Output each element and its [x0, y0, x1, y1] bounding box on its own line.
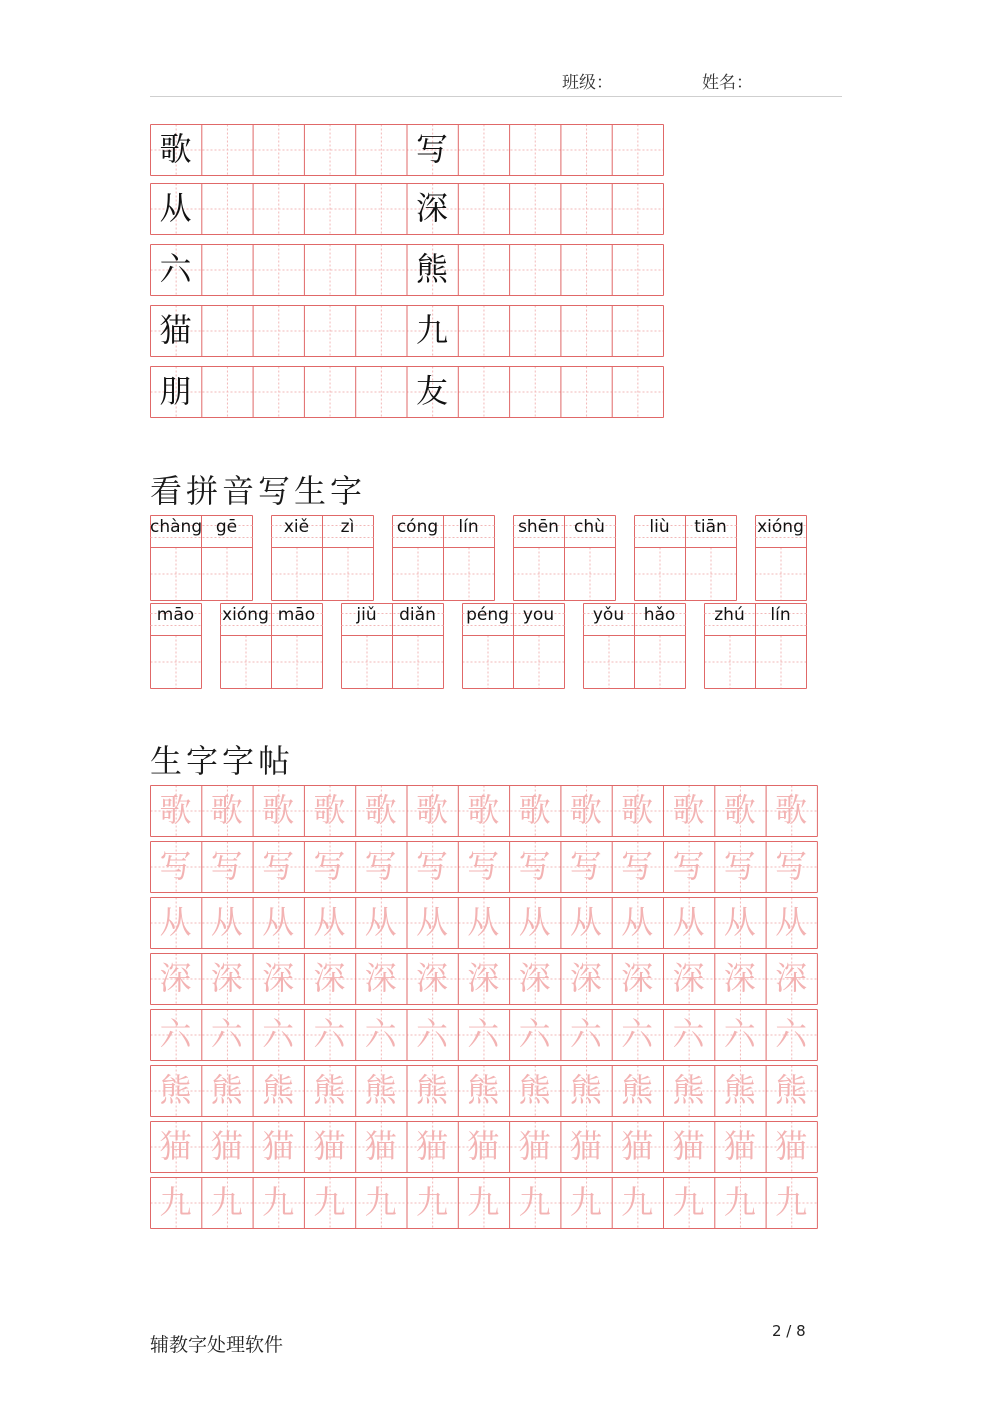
pinyin-writing-area	[150, 515, 810, 695]
model-character: 熊	[415, 250, 448, 288]
trace-character: 从	[621, 903, 654, 941]
trace-character: 九	[467, 1183, 500, 1221]
practice-row	[150, 244, 663, 295]
pinyin-syllable: māo	[156, 605, 195, 625]
practice-row	[150, 183, 663, 234]
trace-character: 猫	[672, 1127, 705, 1165]
trace-character: 六	[364, 1015, 397, 1053]
trace-character: 深	[775, 959, 808, 997]
trace-character: 猫	[518, 1127, 551, 1165]
model-character: 猫	[159, 311, 192, 349]
trace-character: 熊	[467, 1071, 500, 1109]
trace-character: 九	[159, 1183, 192, 1221]
pinyin-word-group	[220, 603, 324, 687]
trace-character: 写	[672, 847, 705, 885]
pinyin-section-title: 看拼音写生字	[150, 472, 367, 510]
trace-character: 六	[210, 1015, 243, 1053]
pinyin-syllable: zhú	[714, 605, 745, 625]
pinyin-word-group	[634, 515, 738, 599]
model-character: 深	[415, 189, 448, 227]
trace-character: 九	[262, 1183, 295, 1221]
class-label: 班级：	[562, 73, 613, 93]
trace-character: 六	[621, 1015, 654, 1053]
trace-character: 深	[569, 959, 602, 997]
trace-character: 从	[313, 903, 346, 941]
model-character: 写	[415, 130, 448, 168]
pinyin-syllable: zì	[340, 517, 355, 537]
pinyin-word-group	[392, 515, 496, 599]
tracing-row	[150, 1065, 817, 1116]
pinyin-syllable: xióng	[222, 605, 269, 625]
page-header	[150, 64, 842, 97]
trace-character: 深	[621, 959, 654, 997]
trace-character: 熊	[775, 1071, 808, 1109]
tracing-row	[150, 953, 817, 1004]
trace-character: 从	[364, 903, 397, 941]
trace-character: 猫	[262, 1127, 295, 1165]
trace-character: 六	[415, 1015, 448, 1053]
trace-character: 写	[621, 847, 654, 885]
pinyin-syllable: diǎn	[399, 605, 436, 625]
footer-software-name: 辅教字处理软件	[150, 1334, 284, 1356]
trace-character: 猫	[159, 1127, 192, 1165]
trace-character: 从	[210, 903, 243, 941]
pinyin-word-group	[271, 515, 375, 599]
trace-character: 从	[672, 903, 705, 941]
trace-character: 从	[415, 903, 448, 941]
trace-character: 写	[364, 847, 397, 885]
tracing-row	[150, 897, 817, 948]
trace-character: 歌	[723, 791, 756, 829]
trace-character: 从	[723, 903, 756, 941]
trace-character: 写	[467, 847, 500, 885]
trace-character: 写	[262, 847, 295, 885]
trace-character: 六	[262, 1015, 295, 1053]
trace-character: 熊	[415, 1071, 448, 1109]
pinyin-syllable: hǎo	[643, 605, 676, 625]
trace-character: 六	[518, 1015, 551, 1053]
trace-character: 歌	[569, 791, 602, 829]
trace-character: 歌	[467, 791, 500, 829]
trace-character: 深	[313, 959, 346, 997]
trace-character: 熊	[159, 1071, 192, 1109]
trace-character: 猫	[364, 1127, 397, 1165]
pinyin-syllable: jiǔ	[356, 605, 377, 625]
trace-character: 从	[518, 903, 551, 941]
trace-character: 从	[262, 903, 295, 941]
trace-character: 猫	[621, 1127, 654, 1165]
trace-character: 六	[569, 1015, 602, 1053]
trace-character: 熊	[723, 1071, 756, 1109]
trace-character: 六	[672, 1015, 705, 1053]
pinyin-syllable: chàng	[150, 517, 203, 537]
pinyin-syllable: péng	[466, 605, 509, 625]
trace-character: 熊	[364, 1071, 397, 1109]
trace-character: 写	[775, 847, 808, 885]
copybook-section-title: 生字字帖	[150, 742, 295, 780]
trace-character: 九	[621, 1183, 654, 1221]
trace-character: 深	[364, 959, 397, 997]
trace-character: 写	[210, 847, 243, 885]
model-character: 友	[415, 372, 448, 410]
trace-character: 九	[210, 1183, 243, 1221]
practice-row	[150, 124, 663, 175]
pinyin-word-group	[755, 515, 808, 599]
trace-character: 猫	[723, 1127, 756, 1165]
page-indicator: 2 / 8	[772, 1322, 806, 1340]
trace-character: 熊	[262, 1071, 295, 1109]
pinyin-word-group	[150, 603, 203, 687]
pinyin-syllable: chù	[574, 517, 605, 537]
trace-character: 九	[364, 1183, 397, 1221]
pinyin-syllable: lín	[458, 517, 479, 537]
pinyin-syllable: xióng	[757, 517, 804, 537]
trace-character: 深	[467, 959, 500, 997]
trace-character: 九	[415, 1183, 448, 1221]
trace-character: 猫	[467, 1127, 500, 1165]
model-character: 六	[159, 250, 192, 288]
tracing-row	[150, 1009, 817, 1060]
tracing-row	[150, 841, 817, 892]
trace-character: 歌	[621, 791, 654, 829]
tracing-row	[150, 785, 817, 836]
trace-character: 熊	[621, 1071, 654, 1109]
trace-character: 九	[775, 1183, 808, 1221]
pinyin-syllable: yǒu	[592, 605, 625, 625]
trace-character: 熊	[569, 1071, 602, 1109]
model-character: 九	[415, 311, 448, 349]
trace-character: 九	[569, 1183, 602, 1221]
pinyin-syllable: you	[522, 605, 555, 625]
trace-character: 写	[518, 847, 551, 885]
pinyin-syllable: cóng	[396, 517, 439, 537]
pinyin-syllable: gē	[215, 517, 238, 537]
trace-character: 猫	[775, 1127, 808, 1165]
pinyin-word-group	[583, 603, 687, 687]
trace-character: 猫	[210, 1127, 243, 1165]
pinyin-word-group	[513, 515, 617, 599]
pinyin-syllable: xiě	[283, 517, 310, 537]
trace-character: 歌	[364, 791, 397, 829]
model-character: 从	[159, 189, 192, 227]
trace-character: 熊	[210, 1071, 243, 1109]
trace-character: 写	[415, 847, 448, 885]
trace-character: 六	[775, 1015, 808, 1053]
trace-character: 写	[313, 847, 346, 885]
trace-character: 深	[159, 959, 192, 997]
trace-character: 歌	[672, 791, 705, 829]
trace-character: 歌	[210, 791, 243, 829]
practice-row	[150, 305, 663, 356]
trace-character: 深	[415, 959, 448, 997]
trace-character: 熊	[313, 1071, 346, 1109]
trace-character: 九	[672, 1183, 705, 1221]
trace-character: 歌	[313, 791, 346, 829]
trace-character: 歌	[159, 791, 192, 829]
pinyin-word-group	[341, 603, 445, 687]
trace-character: 从	[467, 903, 500, 941]
trace-character: 深	[210, 959, 243, 997]
trace-character: 六	[467, 1015, 500, 1053]
trace-character: 从	[569, 903, 602, 941]
pinyin-syllable: lín	[770, 605, 791, 625]
name-label: 姓名：	[702, 73, 753, 93]
trace-character: 九	[518, 1183, 551, 1221]
trace-character: 熊	[672, 1071, 705, 1109]
trace-character: 从	[159, 903, 192, 941]
trace-character: 九	[313, 1183, 346, 1221]
trace-character: 歌	[262, 791, 295, 829]
trace-character: 六	[159, 1015, 192, 1053]
trace-character: 六	[723, 1015, 756, 1053]
trace-character: 写	[159, 847, 192, 885]
pinyin-word-group	[704, 603, 808, 687]
model-character: 朋	[159, 372, 192, 410]
trace-character: 写	[723, 847, 756, 885]
pinyin-syllable: shēn	[518, 517, 559, 537]
tracing-row	[150, 1177, 817, 1228]
pinyin-word-group	[462, 603, 566, 687]
trace-character: 深	[723, 959, 756, 997]
trace-character: 深	[672, 959, 705, 997]
trace-character: 熊	[518, 1071, 551, 1109]
trace-character: 歌	[518, 791, 551, 829]
trace-character: 歌	[415, 791, 448, 829]
trace-character: 深	[262, 959, 295, 997]
trace-character: 深	[518, 959, 551, 997]
pinyin-syllable: tiān	[694, 517, 727, 537]
pinyin-syllable: liù	[649, 517, 670, 537]
tracing-row	[150, 1121, 817, 1172]
practice-row	[150, 366, 663, 417]
pinyin-word-group	[150, 515, 254, 599]
trace-character: 猫	[415, 1127, 448, 1165]
trace-character: 猫	[569, 1127, 602, 1165]
trace-character: 猫	[313, 1127, 346, 1165]
trace-character: 歌	[775, 791, 808, 829]
pinyin-syllable: māo	[277, 605, 316, 625]
trace-character: 六	[313, 1015, 346, 1053]
model-character: 歌	[159, 130, 192, 168]
trace-character: 从	[775, 903, 808, 941]
trace-character: 九	[723, 1183, 756, 1221]
trace-character: 写	[569, 847, 602, 885]
